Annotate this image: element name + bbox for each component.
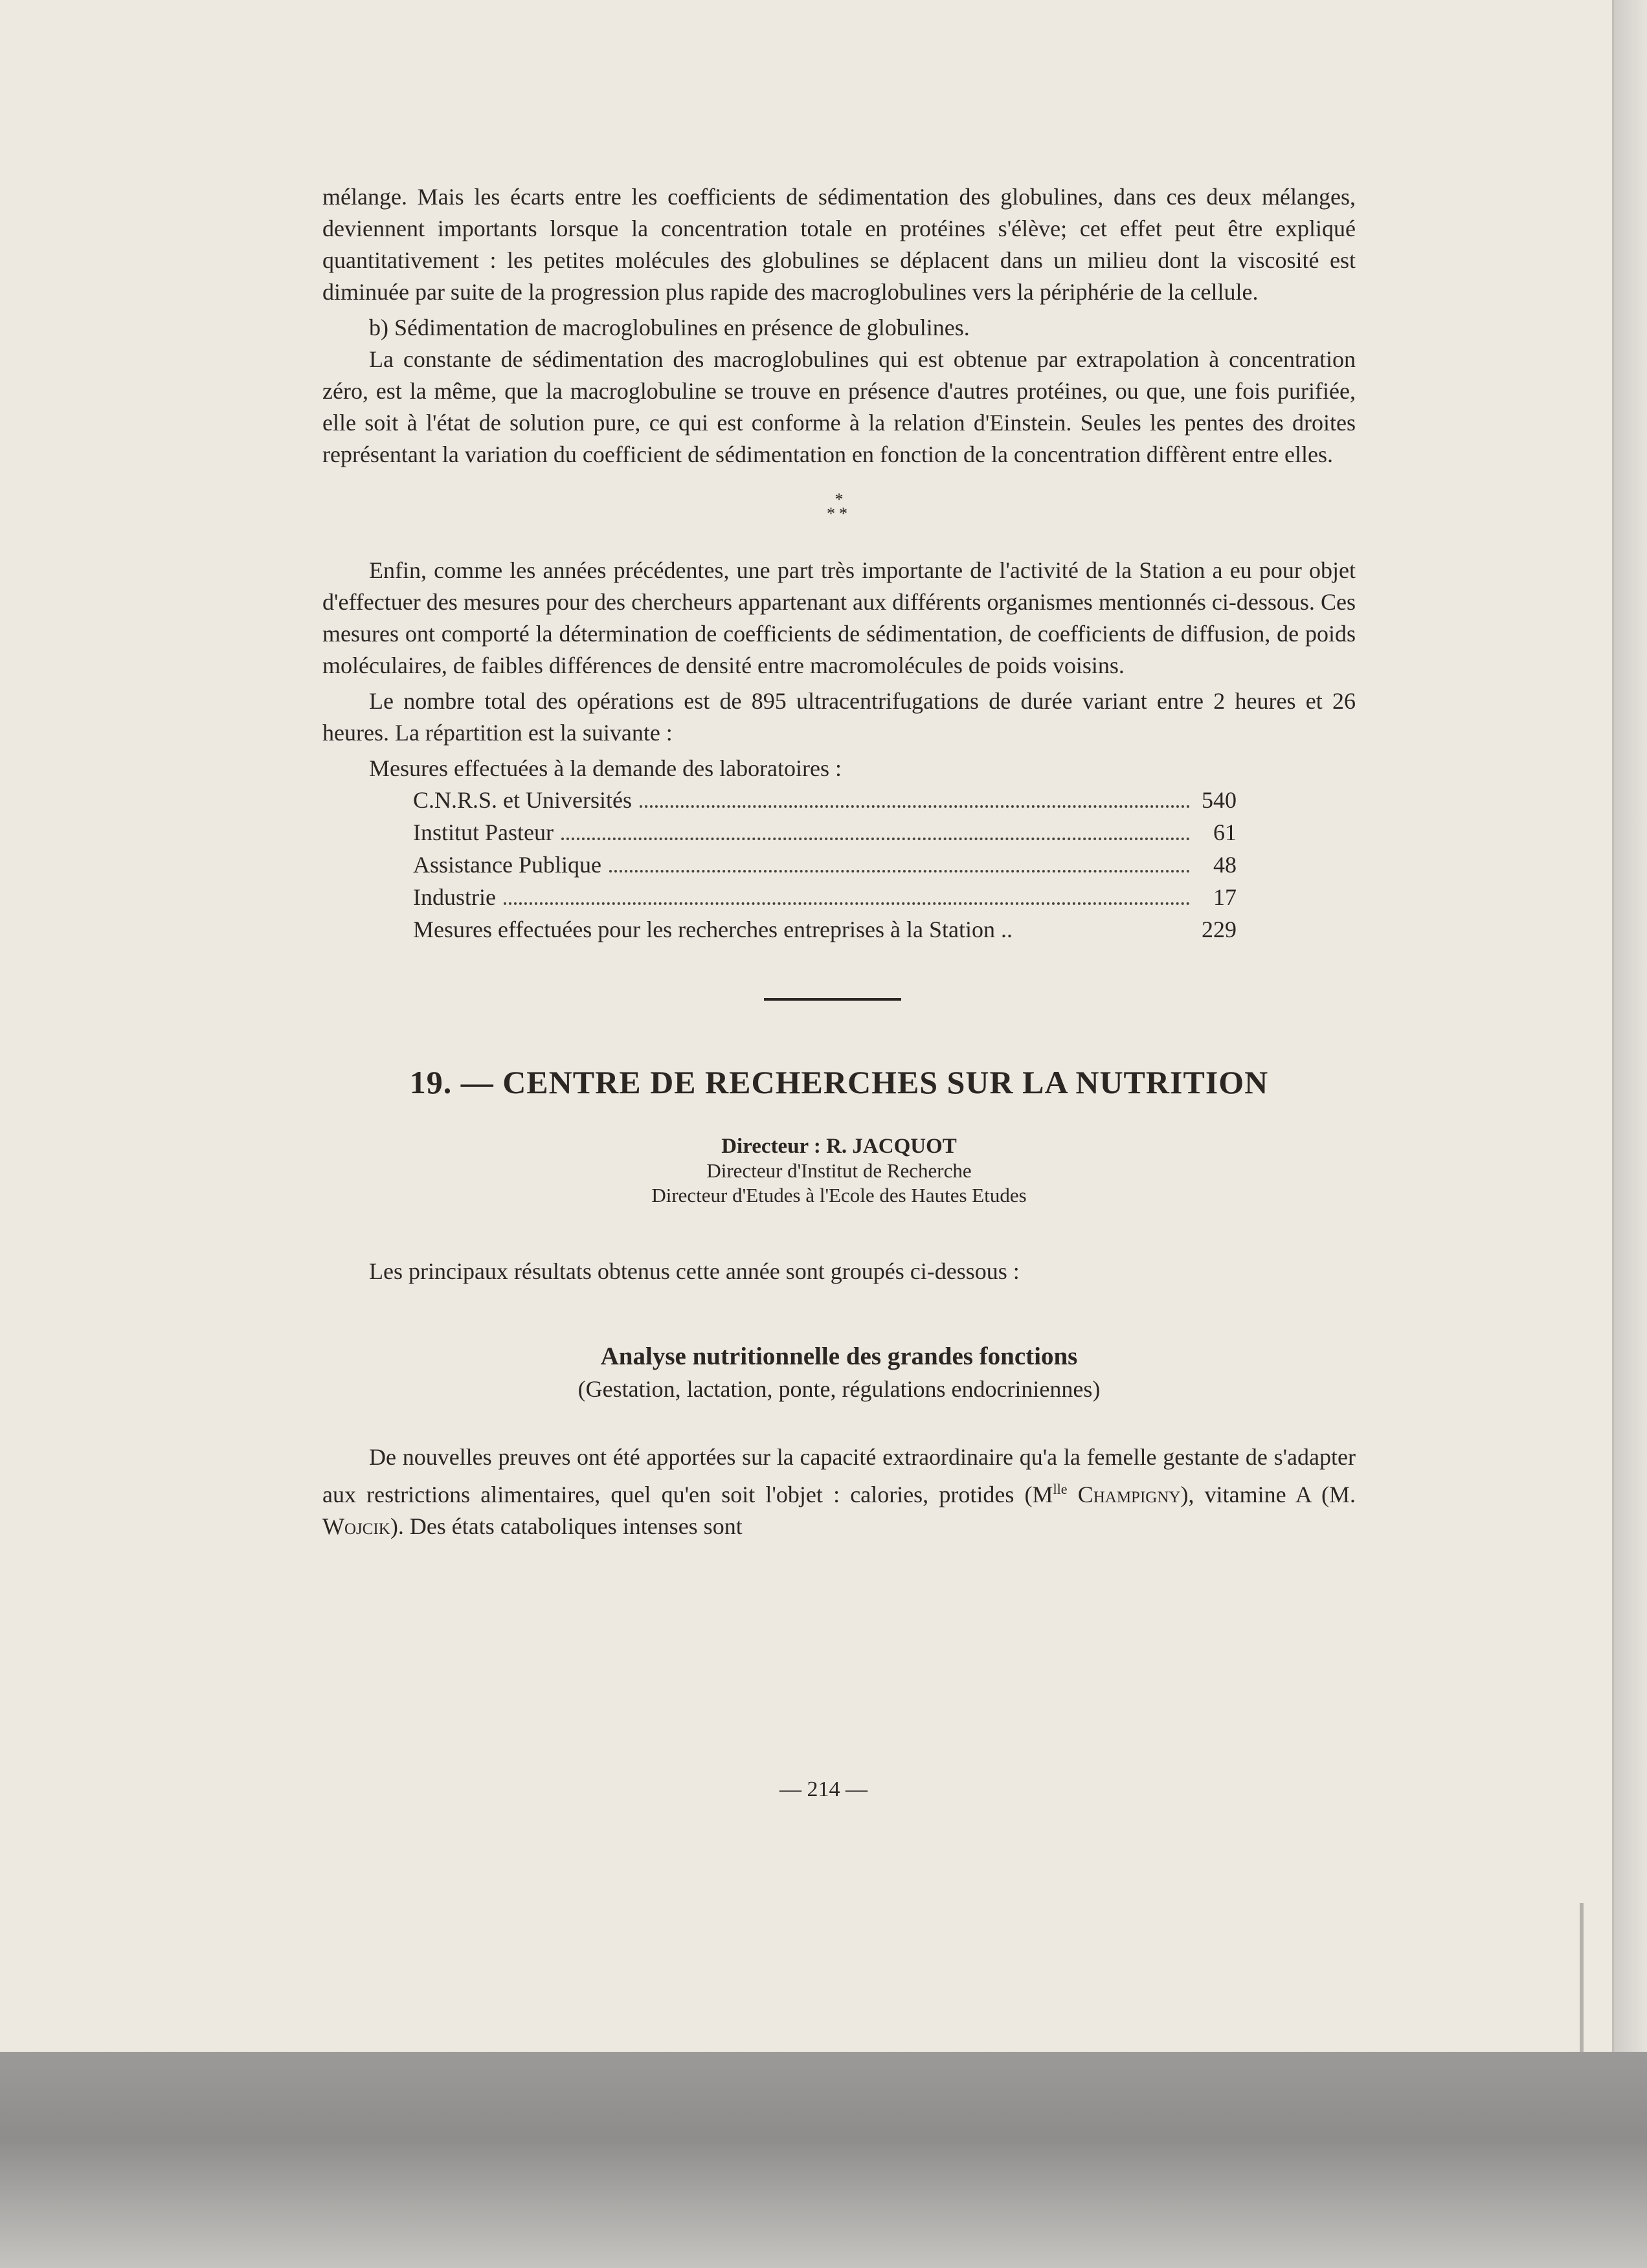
asterism-bottom: ** [827,504,851,523]
item-label: C.N.R.S. et Universités [413,787,632,813]
paragraph-sedimentation: La constante de sédimentation des macroglobulines qui est obtenue par extrapolation à concentration zéro, est la même, que la macroglobuline se trouve en présence d'autres protéines, ou que, une fois purifiée, elle soit à l'état de solution pure, ce qui est conforme à la relation d'Einstein. Seules les pentes des droites représentant la variation du coefficient de sédimentation en fonction de la concentration diffèrent entre elles. [322,346,1356,467]
item-label: Assistance Publique [413,852,601,878]
list-item [413,817,1237,849]
item-value: 48 [1213,852,1237,878]
paragraph-text: ). Des états cataboliques intenses sont [390,1513,743,1539]
paragraph-total: Le nombre total des opérations est de 895 ultracentrifugations de durée variant entre 2 heures et 26 heures. La répartition est la suivante : [322,688,1356,746]
author-name: Champigny [1067,1482,1181,1507]
dot-leader [609,870,1190,873]
director-title-1: Directeur d'Institut de Recherche [706,1159,972,1182]
item-value: 61 [1213,819,1237,845]
dot-leader [504,902,1190,905]
section-divider [764,998,901,1001]
dot-leader [561,838,1190,840]
page-number: — 214 — [779,1777,868,1801]
list-item [413,784,1237,817]
author-name: Wojcik [322,1513,390,1539]
dot-leader [640,805,1190,808]
section-title: 19. — CENTRE DE RECHERCHES SUR LA NUTRITION [409,1064,1269,1100]
superscript: lle [1053,1481,1068,1497]
item-value: 229 [1202,917,1237,942]
page-fold [1580,1903,1584,2052]
subheading-b: b) Sédimentation de macroglobulines en présence de globulines. [369,315,970,340]
asterism-top: * [835,490,844,509]
mesures-list [413,784,1237,946]
list-item [413,914,1237,946]
director-name: Directeur : R. JACQUOT [721,1135,957,1158]
paragraph-text: De nouvelles preuves ont été apportées sur la capacité extraordinaire qu'a la femelle gestante de s'adapter aux restrictions alimentaires, quel qu'en soit l'objet : calories, protides (M [322,1444,1356,1507]
director-title-2: Directeur d'Etudes à l'Ecole des Hautes Etudes [651,1184,1027,1206]
mesures-intro: Mesures effectuées à la demande des laboratoires : [369,755,842,781]
asterism-separator [322,490,1356,530]
list-item [413,882,1237,914]
list-item [413,849,1237,882]
page-content [322,181,1356,1542]
scanner-background [0,2052,1647,2268]
paragraph-text: ), vitamine A (M. [1180,1482,1356,1507]
paragraph-activite: Enfin, comme les années précédentes, une part très importante de l'activité de la Station a eu pour objet d'effectuer des mesures pour des chercheurs appartenant aux différents organismes mentionnés ci-dessous. Ces mesures ont comporté la détermination de coefficients de sédimentation, de coefficients de diffusion, de poids moléculaires, de faibles différences de densité entre macromolécules de poids voisins. [322,557,1356,678]
item-label: Industrie [413,884,496,910]
paragraph-principaux: Les principaux résultats obtenus cette année sont groupés ci-dessous : [369,1258,1020,1284]
item-value: 540 [1202,787,1237,813]
director-block [322,1134,1356,1208]
item-label: Institut Pasteur [413,819,554,845]
item-value: 17 [1213,884,1237,910]
subsection-title: Analyse nutritionnelle des grandes fonctions [600,1342,1078,1370]
item-label: Mesures effectuées pour les recherches entreprises à la Station .. [413,917,1013,942]
subsection-subtitle: (Gestation, lactation, ponte, régulations endocriniennes) [577,1376,1101,1402]
paragraph-preuves [322,1441,1356,1542]
paragraph-continuation: mélange. Mais les écarts entre les coefficients de sédimentation des globulines, dans ces deux mélanges, deviennent importants lorsque la concentration totale en protéines s'élève; cet effet peut être expliqué quantitativement : les petites molécules des globulines se déplacent dans un milieu dont la viscosité est diminuée par suite de la progression plus rapide des macroglobulines vers la périphérie de la cellule. [322,184,1356,305]
page-edge [1612,0,1647,2052]
